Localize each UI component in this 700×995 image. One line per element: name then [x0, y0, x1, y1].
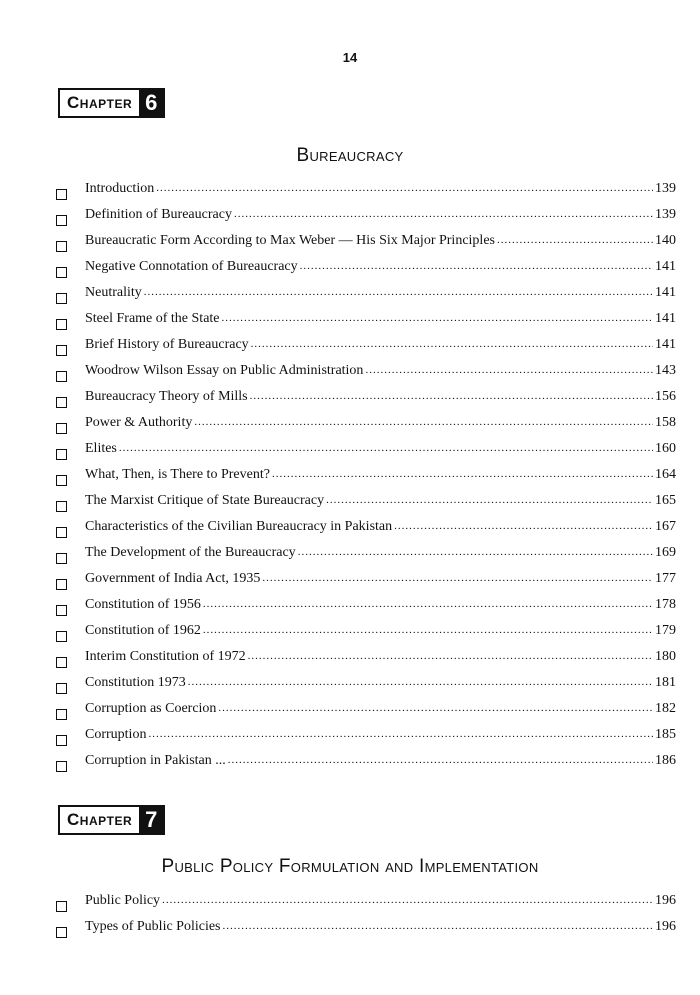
- chapter-7-title: Public Policy Formulation and Implementation: [161, 856, 539, 877]
- toc-entry-page: 141: [655, 259, 676, 274]
- toc-entry-page: 139: [655, 181, 676, 196]
- page-number: 14: [342, 50, 358, 65]
- checkbox-bullet-icon: [56, 631, 67, 642]
- toc-entry-title: Definition of Bureaucracy: [85, 207, 232, 222]
- checkbox-bullet-icon: [56, 345, 67, 356]
- toc-entry[interactable]: [56, 597, 676, 623]
- chapter-6-toc: [56, 181, 676, 779]
- toc-entry-title: Negative Connotation of Bureaucracy: [85, 259, 298, 274]
- toc-entry[interactable]: [56, 285, 676, 311]
- toc-entry[interactable]: [56, 571, 676, 597]
- dot-leader: [223, 918, 653, 934]
- dot-leader: [234, 206, 653, 222]
- toc-entry-title: Elites: [85, 441, 117, 456]
- toc-entry-page: 141: [655, 311, 676, 326]
- toc-entry-page: 143: [655, 363, 676, 378]
- chapter-number: 6: [139, 90, 163, 116]
- toc-entry[interactable]: [56, 649, 676, 675]
- checkbox-bullet-icon: [56, 683, 67, 694]
- dot-leader: [156, 180, 653, 196]
- checkbox-bullet-icon: [56, 927, 67, 938]
- toc-entry-page: 180: [655, 649, 676, 664]
- dot-leader: [144, 284, 653, 300]
- toc-entry-page: 178: [655, 597, 676, 612]
- dot-leader: [251, 336, 653, 352]
- dot-leader: [300, 258, 653, 274]
- checkbox-bullet-icon: [56, 735, 67, 746]
- dot-leader: [365, 362, 653, 378]
- checkbox-bullet-icon: [56, 241, 67, 252]
- toc-entry-title: Public Policy: [85, 893, 161, 908]
- toc-entry-title: Introduction: [85, 181, 155, 196]
- toc-entry-page: 169: [655, 545, 676, 560]
- dot-leader: [262, 570, 653, 586]
- toc-entry-page: 182: [655, 701, 676, 716]
- toc-entry-title: Bureaucracy Theory of Mills: [85, 389, 248, 404]
- toc-entry-title: Steel Frame of the State: [85, 311, 220, 326]
- checkbox-bullet-icon: [56, 371, 67, 382]
- toc-entry[interactable]: [56, 467, 676, 493]
- toc-entry-page: 186: [655, 753, 676, 768]
- toc-entry-title: Woodrow Wilson Essay on Public Administration: [85, 363, 364, 378]
- dot-leader: [250, 388, 653, 404]
- chapter-7-toc: [56, 893, 676, 945]
- checkbox-bullet-icon: [56, 293, 67, 304]
- checkbox-bullet-icon: [56, 657, 67, 668]
- toc-entry[interactable]: [56, 727, 676, 753]
- dot-leader: [148, 726, 653, 742]
- checkbox-bullet-icon: [56, 215, 67, 226]
- checkbox-bullet-icon: [56, 761, 67, 772]
- dot-leader: [248, 648, 653, 664]
- toc-entry[interactable]: [56, 311, 676, 337]
- dot-leader: [188, 674, 653, 690]
- dot-leader: [162, 892, 653, 908]
- toc-entry[interactable]: [56, 233, 676, 259]
- toc-entry[interactable]: [56, 919, 676, 945]
- dot-leader: [298, 544, 653, 560]
- checkbox-bullet-icon: [56, 605, 67, 616]
- toc-entry-title: Constitution of 1956: [85, 597, 201, 612]
- toc-entry-title: Bureaucratic Form According to Max Weber — His Six Major Principles: [85, 233, 495, 248]
- dot-leader: [203, 622, 653, 638]
- toc-entry-page: 141: [655, 337, 676, 352]
- toc-entry[interactable]: [56, 441, 676, 467]
- dot-leader: [119, 440, 653, 456]
- toc-entry[interactable]: [56, 207, 676, 233]
- toc-entry-title: Interim Constitution of 1972: [85, 649, 246, 664]
- chapter-word: Chapter: [67, 810, 133, 829]
- toc-entry-title: Neutrality: [85, 285, 142, 300]
- toc-entry-page: 140: [655, 233, 676, 248]
- toc-entry[interactable]: [56, 623, 676, 649]
- checkbox-bullet-icon: [56, 901, 67, 912]
- toc-entry-page: 158: [655, 415, 676, 430]
- dot-leader: [203, 596, 653, 612]
- dot-leader: [326, 492, 653, 508]
- checkbox-bullet-icon: [56, 423, 67, 434]
- chapter-6-label: [58, 88, 165, 118]
- toc-entry-page: 181: [655, 675, 676, 690]
- toc-entry[interactable]: [56, 493, 676, 519]
- toc-entry-title: The Marxist Critique of State Bureaucracy: [85, 493, 325, 508]
- toc-entry[interactable]: [56, 701, 676, 727]
- toc-entry[interactable]: [56, 337, 676, 363]
- toc-entry-title: What, Then, is There to Prevent?: [85, 467, 270, 482]
- checkbox-bullet-icon: [56, 475, 67, 486]
- checkbox-bullet-icon: [56, 449, 67, 460]
- dot-leader: [194, 414, 653, 430]
- dot-leader: [394, 518, 653, 534]
- toc-entry-page: 139: [655, 207, 676, 222]
- checkbox-bullet-icon: [56, 527, 67, 538]
- toc-entry-page: 179: [655, 623, 676, 638]
- checkbox-bullet-icon: [56, 501, 67, 512]
- toc-entry-page: 156: [655, 389, 676, 404]
- toc-entry-page: 177: [655, 571, 676, 586]
- toc-entry-title: Constitution 1973: [85, 675, 186, 690]
- toc-entry-title: The Development of the Bureaucracy: [85, 545, 296, 560]
- toc-entry-title: Corruption as Coercion: [85, 701, 217, 716]
- toc-entry-title: Corruption in Pakistan ...: [85, 753, 226, 768]
- toc-entry-page: 160: [655, 441, 676, 456]
- toc-entry-page: 165: [655, 493, 676, 508]
- chapter-6-title: Bureaucracy: [296, 145, 404, 166]
- dot-leader: [218, 700, 653, 716]
- checkbox-bullet-icon: [56, 553, 67, 564]
- toc-entry[interactable]: [56, 415, 676, 441]
- toc-entry[interactable]: [56, 389, 676, 415]
- toc-entry-page: 185: [655, 727, 676, 742]
- toc-entry-page: 196: [655, 893, 676, 908]
- dot-leader: [228, 752, 653, 768]
- checkbox-bullet-icon: [56, 709, 67, 720]
- toc-entry-title: Corruption: [85, 727, 147, 742]
- chapter-word: Chapter: [67, 93, 133, 112]
- checkbox-bullet-icon: [56, 267, 67, 278]
- toc-entry-title: Characteristics of the Civilian Bureaucracy in Pakistan: [85, 519, 393, 534]
- toc-entry-title: Government of India Act, 1935: [85, 571, 261, 586]
- dot-leader: [272, 466, 653, 482]
- toc-entry-title: Types of Public Policies: [85, 919, 221, 934]
- toc-entry[interactable]: [56, 753, 676, 779]
- toc-entry[interactable]: [56, 545, 676, 571]
- checkbox-bullet-icon: [56, 397, 67, 408]
- chapter-number: 7: [139, 807, 163, 833]
- toc-entry-title: Power & Authority: [85, 415, 193, 430]
- toc-entry-title: Brief History of Bureaucracy: [85, 337, 249, 352]
- chapter-7-label: [58, 805, 165, 835]
- toc-entry-page: 141: [655, 285, 676, 300]
- toc-entry[interactable]: [56, 363, 676, 389]
- toc-entry[interactable]: [56, 519, 676, 545]
- toc-entry-page: 196: [655, 919, 676, 934]
- toc-entry[interactable]: [56, 893, 676, 919]
- toc-entry-page: 167: [655, 519, 676, 534]
- toc-entry[interactable]: [56, 181, 676, 207]
- toc-entry-title: Constitution of 1962: [85, 623, 201, 638]
- checkbox-bullet-icon: [56, 189, 67, 200]
- toc-entry-page: 164: [655, 467, 676, 482]
- toc-entry[interactable]: [56, 675, 676, 701]
- toc-entry[interactable]: [56, 259, 676, 285]
- dot-leader: [222, 310, 653, 326]
- checkbox-bullet-icon: [56, 579, 67, 590]
- checkbox-bullet-icon: [56, 319, 67, 330]
- dot-leader: [497, 232, 653, 248]
